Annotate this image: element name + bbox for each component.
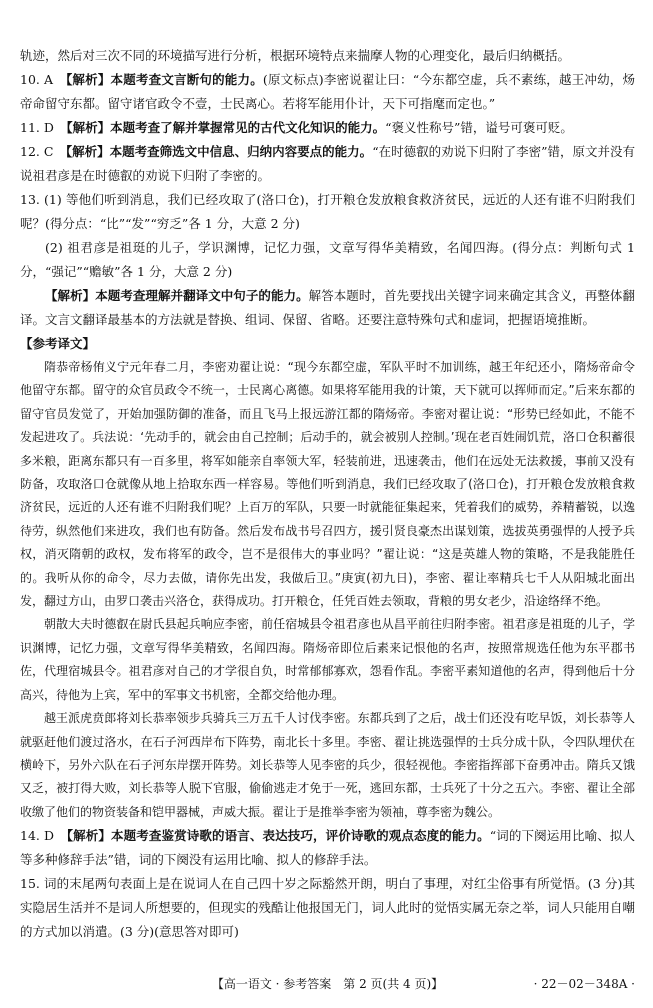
- answer-q11: [20, 116, 635, 140]
- translation-paragraph-1: 隋恭帝杨侑义宁元年春二月，李密劝翟让说：“现今东都空虚，军队平时不加训练，越王年纪还小，隋炀帝命令他留守东都。留守的众官员政令不统一，士民离心离德。如果将军能用我的计策，天下就可以挥师而定。”后来东都的留守官员发觉了，开始加强防御的准备，而且飞马上报远游江都的隋炀帝。李密对翟让说：“形势已经如此，不能不发起进攻了。兵法说：‘先动手的，就会由自己控制；后动手的，就会被别人控制。’现在老百姓闹饥荒，洛口仓积蓄很多米粮，距离东都只有一百多里，将军如能亲自率领大军，轻装前进，迅速袭击，他们在远处无法救援，事前又没有防备，攻取洛口仓就像从地上拾取东西一样容易。等他们听到消息，我们已经攻取了(洛口仓)，打开粮仓发放粮食救济贫民，远近的人还有谁不归附我们呢？上百万的军队，只要一时就能征集起来，凭着我们的威势，养精蓄锐，以逸待劳，纵然他们来进攻，我们也有防备。然后发布战书号召四方，援引贤良豪杰出谋划策，选拔英勇强悍的人授予兵权，消灭隋朝的政权，发布将军的政令，岂不是很伟大的事业吗？”翟让说：“这是英雄人物的策略，不是我能胜任的。我听从你的命令，尽力去做，请你先出发，我做后卫。”庚寅(初九日)，李密、翟让率精兵七千人从阳城北面出发，翻过方山，由罗口袭击兴洛仓，获得成功。打开粮仓，任凭百姓去领取，背粮的男女老少，沿途络绎不绝。: [20, 360, 635, 609]
- q13-analysis-body: 解答本题时，首先要找出关键字词来确定其含义，再整体翻译。文言文翻译最基本的方法就是替换、组词、保留、省略。还要注意特殊句式和虚词，把握语境推断。: [20, 288, 635, 327]
- translation-paragraph-2: 朝散大夫时德叡在尉氏县起兵响应李密，前任宿城县令祖君彦也从昌平前往归附李密。祖君彦是祖珽的儿子，学识渊博，记忆力强，文章写得华美精致，名闻四海。隋炀帝即位后素来记恨他的名声，按照常规选任他为东平郡书佐，代理宿城县令。祖君彦对自己的才学很自负，时常郁郁寡欢，怨看作乱。李密平素知道他的名声，得到他后十分高兴，待他为上宾，军中的军事文书机密，全都交给他办理。: [20, 617, 635, 702]
- reference-translation-title: 【参考译文】: [20, 336, 96, 351]
- translation-paragraph-3: 越王派虎贲郎将刘长恭率领步兵骑兵三万五千人讨伐李密。东都兵到了之后，战士们还没有吃早饭，刘长恭等人就驱赶他们渡过洛水，在石子河西岸布下阵势，南北长十多里。李密、翟让挑选强悍的士兵分成十队，令四队埋伏在横岭下，另外六队在石子河东岸摆开阵势。刘长恭等人见李密的兵少，很轻视他。李密指挥部下奋勇冲击。隋兵又饿又乏，被打得大败，刘长恭等人脱下官服，偷偷逃走才免于一死，逃回东都，士兵死了十分之五六。李密、翟让全部收缴了他们的物资装备和铠甲器械，声威大振。翟让于是推举李密为领袖，尊李密为魏公。: [20, 711, 635, 819]
- q12-analysis-body: “在时德叡的劝说下归附了李密”错，原文并没有说祖君彦是在时德叡的劝说下归附了李密的。: [20, 144, 635, 183]
- q14-number: 14. D: [20, 828, 67, 844]
- q14-analysis-body: “词的下阕运用比喻、拟人等多种修辞手法”错，词的下阕没有运用比喻、拟人的修辞手法。: [20, 828, 635, 868]
- q14-analysis-head: 【解析】本题考查鉴赏诗歌的语言、表达技巧，评价诗歌的观点态度的能力。: [66, 828, 490, 844]
- q11-analysis-body: “褒义性称号”错，谥号可褒可贬。: [385, 120, 573, 135]
- q11-analysis-head: 【解析】本题考查了解并掌握常见的古代文化知识的能力。: [66, 120, 386, 135]
- q12-analysis-head: 【解析】本题考查筛选文中信息、归纳内容要点的能力。: [65, 144, 373, 159]
- answer-q13-part2: (2) 祖君彦是祖珽的儿子，学识渊博，记忆力强，文章写得华美精致，名闻四海。(得分点：判断句式 1 分，“强记”“赡敏”各 1 分，大意 2 分): [20, 240, 635, 279]
- answer-q12: [20, 140, 635, 188]
- answer-q10: [20, 68, 635, 116]
- footer-code: · 22－02－348A ·: [533, 977, 635, 991]
- answer-q15: 15. 词的末尾两句表面上是在说词人在自己四十岁之际豁然开朗，明白了事理，对红尘俗事有所觉悟。(3 分)其实隐居生活并不是词人所想要的，但现实的残酷让他报国无门，词人此时的觉悟实属无奈之举，词人只能用自嘲的方式加以消遣。(3 分)(意思答对即可): [20, 876, 635, 940]
- q9-tail: 轨迹，然后对三次不同的环境描写进行分析，根据环境特点来揣摩人物的心理变化，最后归纳概括。: [20, 48, 571, 63]
- q13-analysis-head: 【解析】本题考查理解并翻译文中句子的能力。: [45, 288, 309, 303]
- answer-page: [20, 44, 635, 944]
- q10-analysis-head: 【解析】本题考查文言断句的能力。: [65, 72, 263, 87]
- q12-number: 12. C: [20, 144, 66, 159]
- answer-q13-part1: 13. (1) 等他们听到消息，我们已经攻取了(洛口仓)，打开粮仓发放粮食救济贫民，远近的人还有谁不归附我们呢？(得分点：“比”“发”“穷乏”各 1 分，大意 2 分): [20, 192, 635, 231]
- q10-analysis-body: (原文标点)李密说翟让曰：“今东都空虚，兵不素练，越王冲幼，炀帝命留守东都。留守诸官政令不壹，士民离心。若将军能用仆计，天下可指麾而定也。”: [20, 72, 635, 111]
- q10-number: 10. A: [20, 72, 66, 87]
- footer-page-info: 【高一语文 · 参考答案 第 2 页(共 4 页)】: [211, 977, 444, 991]
- answer-q14: [20, 824, 635, 872]
- answer-q13-analysis: [20, 284, 635, 332]
- q11-number: 11. D: [20, 120, 67, 135]
